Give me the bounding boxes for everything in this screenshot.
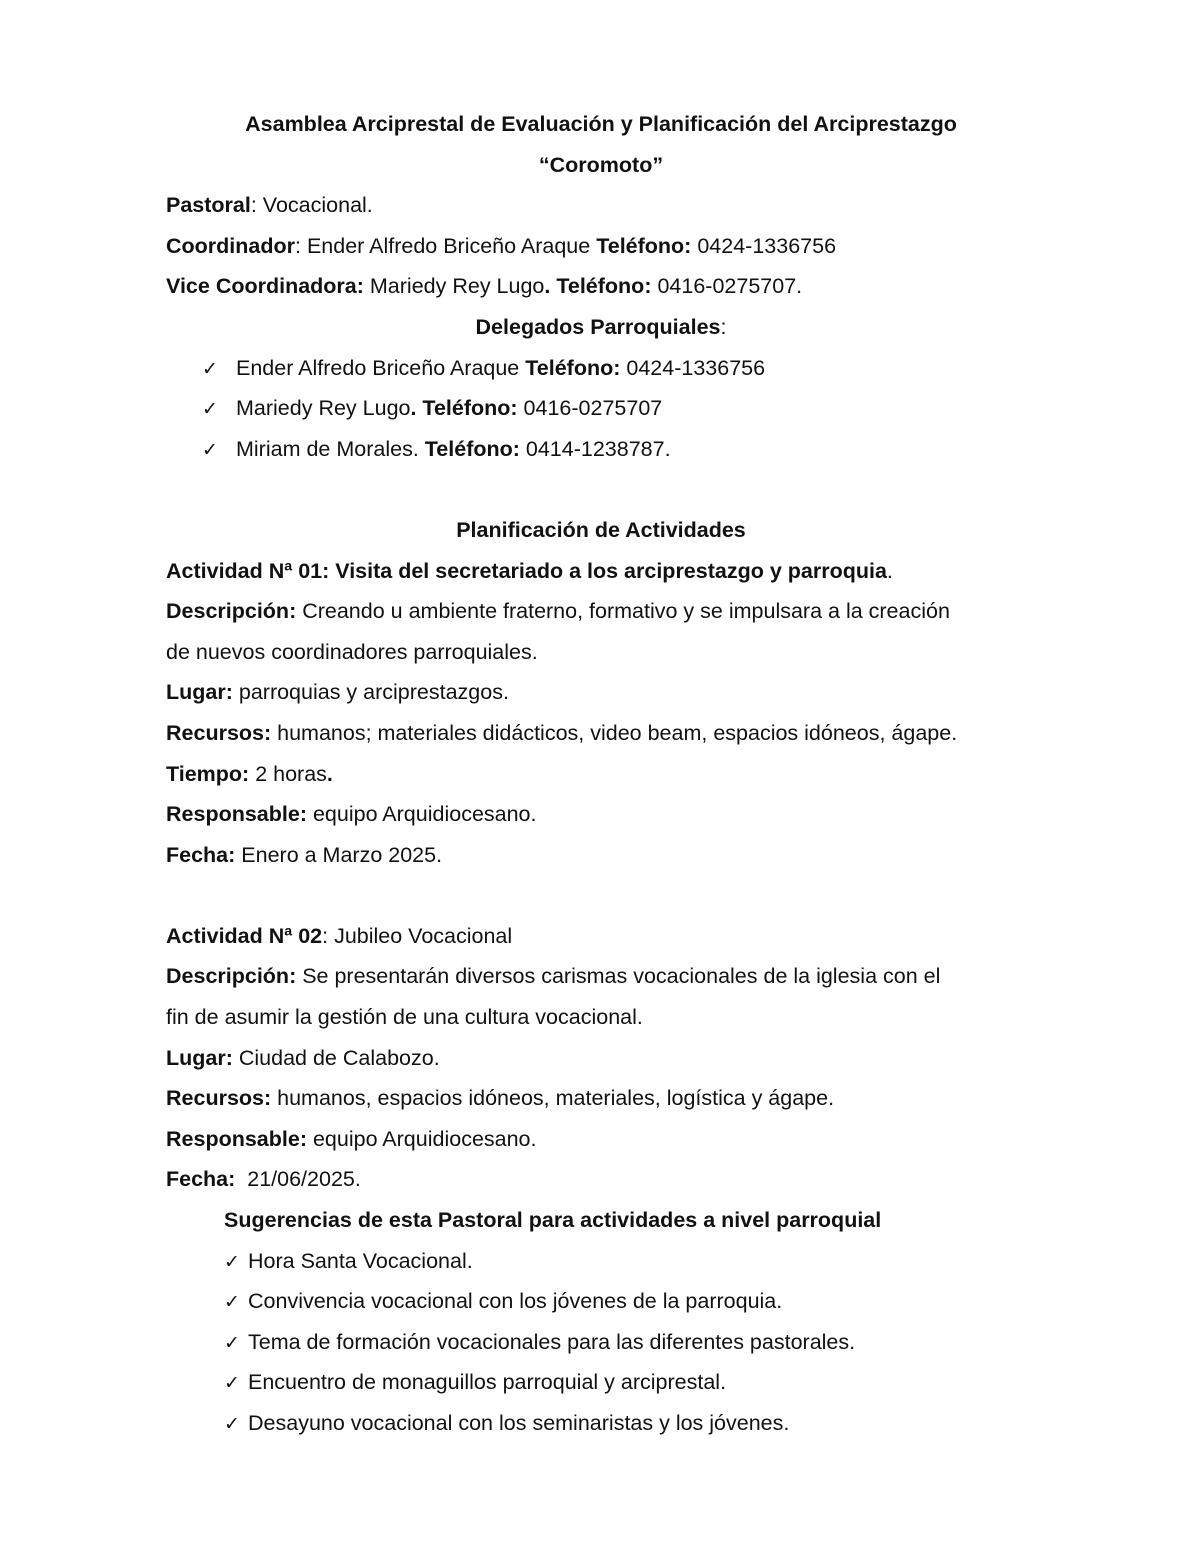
list-item (166, 1241, 1036, 1282)
check-icon: ✓ (202, 438, 218, 461)
vice-coordinadora-phone-label: Teléfono: (550, 274, 652, 299)
list-item (166, 1322, 1036, 1363)
actividad1-responsable-label: Responsable: (166, 802, 307, 827)
coordinador-line (166, 226, 1036, 267)
actividad1-recursos (166, 713, 1036, 754)
actividad1-tiempo-value: 2 horas (249, 761, 327, 786)
list-item (166, 348, 1036, 389)
actividad2-responsable-value: equipo Arquidiocesano. (306, 1126, 537, 1151)
delegado-name: Mariedy Rey Lugo (236, 396, 411, 421)
check-icon: ✓ (202, 398, 218, 421)
delegado-phone-label: . Teléfono: (410, 396, 518, 421)
delegado-phone-label: Teléfono: (525, 355, 621, 380)
actividad1-recursos-value: humanos; materiales didácticos, video beam, espacios idóneos, ágape. (271, 720, 958, 745)
actividad1-desc-line1 (166, 591, 1036, 632)
delegado-name: Miriam de Morales. (236, 436, 425, 461)
planificacion-heading: Planificación de Actividades (456, 517, 746, 542)
actividad1-title (166, 551, 1036, 592)
vice-coordinadora-label: Vice Coordinadora: (166, 274, 364, 299)
actividad2-lugar-value: Ciudad de Calabozo. (232, 1045, 440, 1070)
vice-coordinadora-value: Mariedy Rey Lugo (363, 274, 545, 299)
pastoral-line (166, 185, 1036, 226)
sugerencias-list (166, 1241, 1036, 1444)
delegados-heading-colon: : (720, 314, 727, 339)
actividad1-lugar-value: parroquias y arciprestazgos. (232, 680, 509, 705)
delegado-phone-label: Teléfono: (424, 436, 520, 461)
actividad2-title (166, 916, 1036, 957)
vice-coordinadora-dot: . (544, 274, 551, 299)
actividad2-lugar-label: Lugar: (166, 1045, 233, 1070)
actividad2-responsable-label: Responsable: (166, 1126, 307, 1151)
blank-line (166, 875, 1036, 916)
delegado-name: Ender Alfredo Briceño Araque (236, 355, 526, 380)
actividad2-desc-line2: fin de asumir la gestión de una cultura vocacional. (166, 1005, 643, 1030)
actividad1-recursos-label: Recursos: (166, 720, 272, 745)
sugerencia-text: Hora Santa Vocacional. (248, 1248, 473, 1273)
actividad2-title-text: Actividad Nª 02 (166, 923, 323, 948)
check-icon: ✓ (224, 1413, 240, 1435)
vice-coordinadora-phone: 0416-0275707. (651, 274, 803, 299)
delegado-phone: 0416-0275707 (517, 396, 663, 421)
actividad2-recursos (166, 1078, 1036, 1119)
document-body (166, 104, 1036, 1444)
sugerencia-text: Desayuno vocacional con los seminaristas y los jóvenes. (248, 1411, 790, 1435)
actividad1-desc-text1: Creando u ambiente fraterno, formativo y se impulsara a la creación (296, 599, 950, 624)
document-title-line1: Asamblea Arciprestal de Evaluación y Planificación del Arciprestazgo (245, 112, 957, 136)
actividad1-title-text: Actividad Nª 01: Visita del secretariado a los arciprestazgo y parroquia (166, 558, 887, 583)
actividad1-desc-label: Descripción: (166, 599, 297, 624)
actividad1-tiempo-label: Tiempo: (166, 761, 250, 786)
actividad2-responsable (166, 1119, 1036, 1160)
pastoral-value: : Vocacional. (250, 193, 373, 218)
actividad1-fecha (166, 835, 1036, 876)
delegados-heading (166, 307, 1036, 348)
pastoral-label: Pastoral (166, 193, 251, 218)
check-icon: ✓ (224, 1372, 240, 1395)
sugerencia-text: Encuentro de monaguillos parroquial y arciprestal. (248, 1370, 727, 1395)
coordinador-phone-label: Teléfono: (596, 233, 692, 258)
check-icon: ✓ (224, 1250, 240, 1273)
actividad2-title-rest: : Jubileo Vocacional (322, 923, 513, 948)
actividad2-recursos-label: Recursos: (166, 1086, 272, 1111)
actividad2-lugar (166, 1038, 1036, 1079)
actividad1-responsable-value: equipo Arquidiocesano. (306, 802, 537, 827)
actividad2-fecha-value: 21/06/2025. (235, 1167, 361, 1192)
actividad1-title-end: . (886, 558, 893, 583)
sugerencia-text: Tema de formación vocacionales para las diferentes pastorales. (248, 1329, 856, 1354)
delegados-heading-text: Delegados Parroquiales (475, 314, 721, 339)
actividad2-desc-label: Descripción: (166, 964, 297, 989)
delegado-phone: 0414-1238787. (519, 436, 671, 461)
actividad1-lugar-label: Lugar: (166, 680, 233, 705)
check-icon: ✓ (202, 357, 218, 380)
list-item (166, 388, 1036, 429)
actividad1-tiempo (166, 754, 1036, 795)
delegados-list (166, 348, 1036, 470)
coordinador-value: : Ender Alfredo Briceño Araque (295, 233, 597, 258)
actividad1-desc-line2: de nuevos coordinadores parroquiales. (166, 639, 538, 664)
list-item (166, 1403, 1036, 1444)
actividad2-fecha (166, 1159, 1036, 1200)
list-item (166, 1281, 1036, 1322)
coordinador-phone: 0424-1336756 (691, 233, 837, 258)
coordinador-label: Coordinador (166, 233, 295, 258)
sugerencia-text: Convivencia vocacional con los jóvenes de la parroquia. (248, 1289, 783, 1314)
list-item (166, 429, 1036, 470)
sugerencias-heading: Sugerencias de esta Pastoral para actividades a nivel parroquial (224, 1208, 882, 1233)
check-icon: ✓ (224, 1291, 240, 1314)
actividad1-fecha-value: Enero a Marzo 2025. (235, 842, 443, 867)
list-item (166, 1362, 1036, 1403)
check-icon: ✓ (224, 1331, 240, 1354)
actividad1-fecha-label: Fecha: (166, 842, 236, 867)
actividad1-tiempo-end: . (326, 761, 333, 786)
vice-coordinadora-line (166, 266, 1036, 307)
actividad1-responsable (166, 794, 1036, 835)
actividad2-recursos-value: humanos, espacios idóneos, materiales, logística y ágape. (271, 1086, 835, 1111)
delegado-phone: 0424-1336756 (620, 355, 766, 380)
actividad2-desc-text1: Se presentarán diversos carismas vocacionales de la iglesia con el (296, 964, 941, 989)
document-title-line2: “Coromoto” (538, 152, 664, 177)
actividad2-desc-line1 (166, 956, 1036, 997)
blank-line (166, 469, 1036, 510)
actividad1-lugar (166, 672, 1036, 713)
actividad2-fecha-label: Fecha: (166, 1167, 236, 1192)
